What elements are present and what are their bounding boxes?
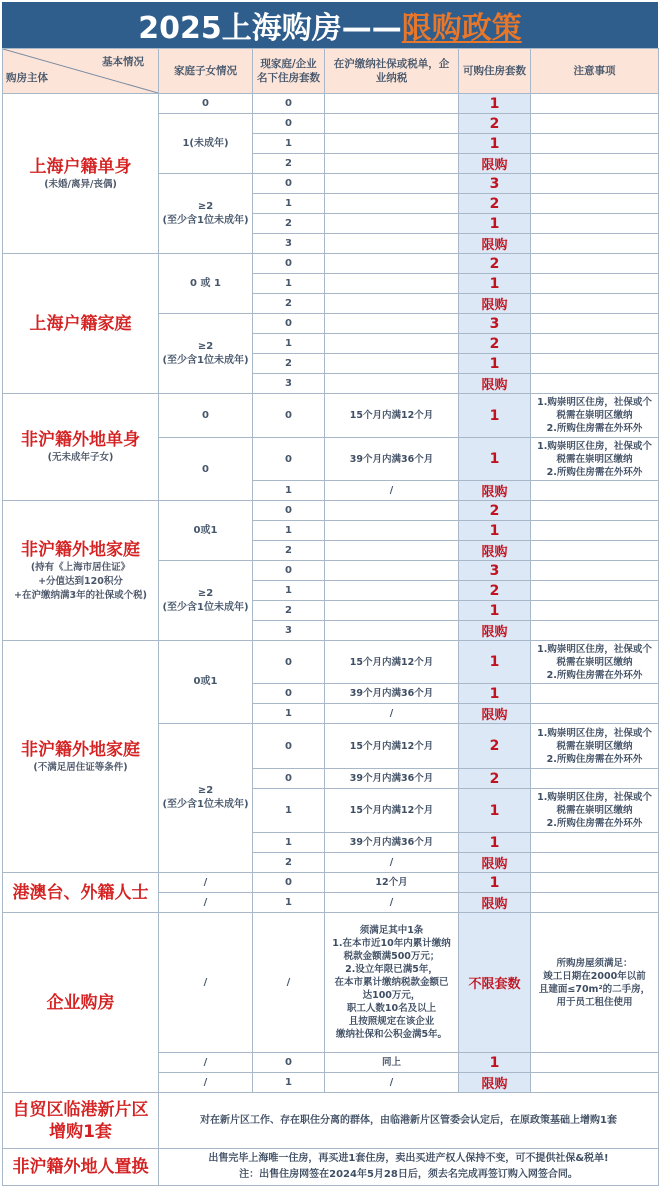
table-row <box>3 873 659 893</box>
note-line: 1.购崇明区住房，社保或个 <box>537 727 652 739</box>
houses-cell: 1 <box>253 334 325 354</box>
subject-label: 非沪籍外地家庭 <box>21 739 140 760</box>
header-houses: 现家庭/企业名下住房套数 <box>253 49 325 94</box>
children-cell: 0 <box>159 394 253 438</box>
subject-subnote: (无未成年子女) <box>47 452 114 463</box>
children-cell: / <box>159 873 253 893</box>
header-notes: 注意事项 <box>531 49 659 94</box>
houses-cell: 0 <box>253 501 325 521</box>
note-cell <box>531 354 659 374</box>
houses-cell: 0 <box>253 724 325 769</box>
allowed-cell: 限购 <box>459 853 531 873</box>
houses-cell: 1 <box>253 274 325 294</box>
table-row <box>3 394 659 438</box>
subject-label: 企业购房 <box>46 992 115 1013</box>
houses-cell: 3 <box>253 374 325 394</box>
note-cell <box>531 521 659 541</box>
allowed-cell: 1 <box>459 789 531 833</box>
allowed-cell: 1 <box>459 134 531 154</box>
note-cell <box>531 94 659 114</box>
houses-cell: 0 <box>253 174 325 194</box>
allowed-cell: 2 <box>459 254 531 274</box>
children-sublabel: (至少含1位未成年) <box>162 354 249 366</box>
note-cell <box>531 154 659 174</box>
subject-label: 非沪籍外地单身 <box>21 430 140 450</box>
note-cell <box>531 769 659 789</box>
subject-subnote: +在沪缴纳满3年的社保或个税) <box>14 589 147 601</box>
allowed-cell: 1 <box>459 214 531 234</box>
note-line: 用于员工租住使用 <box>556 996 633 1008</box>
allowed-cell: 3 <box>459 561 531 581</box>
houses-cell: 0 <box>253 394 325 438</box>
note-line: 1.购崇明区住房，社保或个 <box>537 643 652 655</box>
tax-cell: 15个月内满12个月 <box>325 641 459 684</box>
subject-subnote: (持有《上海市居住证》 <box>30 561 131 573</box>
allowed-cell: 1 <box>459 94 531 114</box>
subject-cell <box>3 394 159 501</box>
tax-cell: 15个月内满12个月 <box>325 394 459 438</box>
note-line: 税需在崇明区缴纳 <box>556 656 633 668</box>
tax-cell <box>325 334 459 354</box>
header-diagonal-cell <box>3 49 159 94</box>
tax-line: 在本市累计缴纳税款金额已 <box>334 977 449 988</box>
note-cell <box>531 684 659 704</box>
subject-subnote: (未婚/离异/丧偶) <box>44 178 117 190</box>
tax-cell: 同上 <box>325 1053 459 1073</box>
houses-cell: 0 <box>253 254 325 274</box>
houses-cell: 1 <box>253 134 325 154</box>
policy-table <box>2 48 659 1186</box>
note-cell <box>531 501 659 521</box>
tax-cell <box>325 214 459 234</box>
children-cell: 1(未成年) <box>159 114 253 174</box>
houses-cell: 3 <box>253 234 325 254</box>
allowed-cell: 1 <box>459 274 531 294</box>
tax-cell <box>325 234 459 254</box>
children-cell: / <box>159 913 253 1053</box>
note-cell <box>531 1073 659 1093</box>
note-cell <box>531 438 659 481</box>
policy-text-line: 注：出售住房网签在2024年5月28日后，须去名完成再签订购入网签合同。 <box>239 1169 578 1180</box>
tax-line: 缴纳社保和公积金满5年。 <box>335 1029 448 1040</box>
note-cell <box>531 114 659 134</box>
children-cell: 0 <box>159 438 253 501</box>
tax-line: 职工人数10名及以上 <box>346 1003 437 1014</box>
subject-label: 增购1套 <box>49 1121 112 1142</box>
houses-cell: 0 <box>253 641 325 684</box>
tax-cell: / <box>325 1073 459 1093</box>
subject-label: 港澳台、外籍人士 <box>12 882 149 903</box>
houses-cell: 2 <box>253 154 325 174</box>
tax-cell: 39个月内满36个月 <box>325 833 459 853</box>
allowed-cell: 限购 <box>459 704 531 724</box>
note-cell <box>531 789 659 833</box>
tax-cell <box>325 274 459 294</box>
note-line: 所购房屋须满足： <box>556 957 633 969</box>
tax-cell: / <box>325 704 459 724</box>
allowed-cell: 1 <box>459 873 531 893</box>
note-line: 2.所购住房需在外环外 <box>546 818 643 829</box>
note-line: 税需在崇明区缴纳 <box>556 453 633 465</box>
note-cell <box>531 481 659 501</box>
allowed-cell: 限购 <box>459 481 531 501</box>
houses-cell: 1 <box>253 789 325 833</box>
note-line: 税需在崇明区缴纳 <box>556 805 633 816</box>
tax-cell: / <box>325 853 459 873</box>
tax-cell <box>325 354 459 374</box>
table-row <box>3 1149 659 1186</box>
allowed-cell: 2 <box>459 194 531 214</box>
houses-cell: 2 <box>253 214 325 234</box>
header-buyer: 购房主体 <box>6 72 48 84</box>
children-cell: 0 或 1 <box>159 254 253 314</box>
children-label: ≥2 <box>197 200 214 212</box>
note-cell <box>531 334 659 354</box>
children-sublabel: (至少含1位未成年) <box>162 214 249 226</box>
table-row <box>3 501 659 521</box>
tax-cell: / <box>325 893 459 913</box>
tax-cell <box>325 541 459 561</box>
tax-line: 税款金额满500万元； <box>343 951 440 962</box>
houses-cell: 0 <box>253 114 325 134</box>
children-label: ≥2 <box>197 340 214 352</box>
houses-cell: 2 <box>253 853 325 873</box>
houses-cell: 1 <box>253 833 325 853</box>
houses-cell: 0 <box>253 873 325 893</box>
allowed-cell: 不限套数 <box>459 913 531 1053</box>
tax-line: 须满足其中1条 <box>359 925 424 936</box>
note-cell <box>531 394 659 438</box>
note-cell <box>531 601 659 621</box>
note-line: 税需在崇明区缴纳 <box>556 740 633 752</box>
children-cell: / <box>159 893 253 913</box>
tax-cell: 15个月内满12个月 <box>325 724 459 769</box>
tax-cell <box>325 561 459 581</box>
children-cell <box>159 314 253 394</box>
houses-cell: 2 <box>253 354 325 374</box>
allowed-cell: 限购 <box>459 154 531 174</box>
note-cell <box>531 621 659 641</box>
allowed-cell: 2 <box>459 581 531 601</box>
tax-cell: 15个月内满12个月 <box>325 789 459 833</box>
tax-cell <box>325 374 459 394</box>
note-cell <box>531 314 659 334</box>
houses-cell: 1 <box>253 194 325 214</box>
houses-cell: 1 <box>253 521 325 541</box>
allowed-cell: 限购 <box>459 374 531 394</box>
tax-cell <box>325 521 459 541</box>
houses-cell: 2 <box>253 601 325 621</box>
subject-cell <box>3 254 159 394</box>
children-cell: / <box>159 1073 253 1093</box>
note-cell <box>531 214 659 234</box>
note-cell <box>531 641 659 684</box>
houses-cell: 0 <box>253 314 325 334</box>
houses-cell: 0 <box>253 769 325 789</box>
children-cell: / <box>159 1053 253 1073</box>
header-basic-info: 基本情况 <box>102 56 144 68</box>
tax-cell: 39个月内满36个月 <box>325 438 459 481</box>
allowed-cell: 2 <box>459 769 531 789</box>
allowed-cell: 2 <box>459 114 531 134</box>
note-cell <box>531 893 659 913</box>
note-cell <box>531 913 659 1053</box>
note-cell <box>531 853 659 873</box>
tax-cell <box>325 581 459 601</box>
houses-cell: 2 <box>253 294 325 314</box>
note-line: 2.所购住房需在外环外 <box>546 753 643 765</box>
children-label: ≥2 <box>197 785 214 796</box>
houses-cell: 0 <box>253 1053 325 1073</box>
tax-line: 达100万元， <box>362 990 421 1001</box>
subject-cell <box>3 641 159 873</box>
note-line: 1.购崇明区住房，社保或个 <box>537 792 652 803</box>
children-cell <box>159 174 253 254</box>
children-cell <box>159 561 253 641</box>
page-title <box>138 3 522 47</box>
table-row <box>3 641 659 684</box>
note-cell <box>531 174 659 194</box>
tax-line: 且按照规定在该企业 <box>348 1016 435 1027</box>
houses-cell: 1 <box>253 581 325 601</box>
allowed-cell: 2 <box>459 501 531 521</box>
allowed-cell: 1 <box>459 641 531 684</box>
note-cell <box>531 833 659 853</box>
policy-text-line: 出售完毕上海唯一住房，再买进1套住房，卖出买进产权人保持不变，可不提供社保&税单! <box>208 1153 609 1164</box>
houses-cell: 0 <box>253 438 325 481</box>
note-line: 2.所购住房需在外环外 <box>546 423 643 434</box>
tax-line: 2.设立年限已满5年， <box>345 964 438 975</box>
tax-line: 1.在本市近10年内累计缴纳 <box>332 938 451 949</box>
tax-cell <box>325 601 459 621</box>
subject-label: 上海户籍家庭 <box>29 313 132 334</box>
note-cell <box>531 254 659 274</box>
subject-cell <box>3 1149 159 1186</box>
children-label: ≥2 <box>197 587 214 599</box>
tax-cell <box>325 913 459 1053</box>
note-cell <box>531 294 659 314</box>
note-cell <box>531 541 659 561</box>
allowed-cell: 1 <box>459 438 531 481</box>
note-line: 竣工日期在2000年以前 <box>543 970 646 982</box>
houses-cell: 1 <box>253 481 325 501</box>
subject-label: 非沪籍外地人置换 <box>12 1157 149 1177</box>
policy-text-cell: 对在新片区工作、存在职住分离的群体，由临港新片区管委会认定后，在原政策基础上增购1套 <box>159 1093 659 1149</box>
children-cell: 0 <box>159 94 253 114</box>
allowed-cell: 1 <box>459 833 531 853</box>
allowed-cell: 2 <box>459 334 531 354</box>
subject-label: 自贸区临港新片区 <box>12 1099 149 1120</box>
header-children: 家庭子女情况 <box>159 49 253 94</box>
note-cell <box>531 374 659 394</box>
subject-subnote: +分值达到120积分 <box>38 575 123 587</box>
allowed-cell: 限购 <box>459 893 531 913</box>
tax-cell <box>325 154 459 174</box>
allowed-cell: 限购 <box>459 1073 531 1093</box>
table-row <box>3 94 659 114</box>
title-bar <box>2 2 658 48</box>
title-highlight: 限购政策 <box>401 11 522 46</box>
houses-cell: 1 <box>253 1073 325 1093</box>
subject-cell <box>3 501 159 641</box>
children-cell <box>159 724 253 873</box>
note-cell <box>531 581 659 601</box>
houses-cell: 1 <box>253 893 325 913</box>
houses-cell: 3 <box>253 621 325 641</box>
allowed-cell: 1 <box>459 354 531 374</box>
subject-cell <box>3 1093 159 1149</box>
allowed-cell: 1 <box>459 601 531 621</box>
table-row <box>3 254 659 274</box>
children-sublabel: (至少含1位未成年) <box>162 601 249 613</box>
tax-cell <box>325 194 459 214</box>
note-line: 2.所购住房需在外环外 <box>546 669 643 681</box>
tax-cell <box>325 621 459 641</box>
houses-cell: / <box>253 913 325 1053</box>
note-cell <box>531 704 659 724</box>
note-cell <box>531 194 659 214</box>
tax-cell <box>325 94 459 114</box>
subject-cell <box>3 94 159 254</box>
houses-cell: 0 <box>253 684 325 704</box>
allowed-cell: 1 <box>459 684 531 704</box>
allowed-cell: 限购 <box>459 541 531 561</box>
note-cell <box>531 724 659 769</box>
allowed-cell: 限购 <box>459 234 531 254</box>
allowed-cell: 3 <box>459 174 531 194</box>
subject-label: 非沪籍外地家庭 <box>21 539 140 560</box>
note-cell <box>531 134 659 154</box>
allowed-cell: 1 <box>459 394 531 438</box>
header-allowed: 可购住房套数 <box>459 49 531 94</box>
subject-subnote: (不满足居住证等条件) <box>33 761 128 773</box>
tax-cell: 39个月内满36个月 <box>325 769 459 789</box>
note-line: 1.购崇明区住房，社保或个 <box>537 397 652 408</box>
note-cell <box>531 274 659 294</box>
houses-cell: 2 <box>253 541 325 561</box>
tax-cell <box>325 254 459 274</box>
tax-cell: 39个月内满36个月 <box>325 684 459 704</box>
houses-cell: 0 <box>253 94 325 114</box>
table-row <box>3 1093 659 1149</box>
table-row <box>3 913 659 1053</box>
allowed-cell: 3 <box>459 314 531 334</box>
houses-cell: 0 <box>253 561 325 581</box>
subject-label: 上海户籍单身 <box>29 156 132 177</box>
subject-cell <box>3 873 159 913</box>
children-sublabel: (至少含1位未成年) <box>162 799 249 810</box>
note-line: 2.所购住房需在外环外 <box>546 466 643 478</box>
policy-text-cell <box>159 1149 659 1186</box>
allowed-cell: 2 <box>459 724 531 769</box>
header-tax: 在沪缴纳社保或税单，企业纳税 <box>325 49 459 94</box>
tax-cell <box>325 174 459 194</box>
tax-cell: / <box>325 481 459 501</box>
tax-cell <box>325 314 459 334</box>
note-cell <box>531 561 659 581</box>
allowed-cell: 限购 <box>459 294 531 314</box>
note-cell <box>531 873 659 893</box>
note-cell <box>531 1053 659 1073</box>
title-main: 2025上海购房—— <box>138 11 402 46</box>
tax-cell <box>325 501 459 521</box>
tax-cell <box>325 294 459 314</box>
allowed-cell: 限购 <box>459 621 531 641</box>
children-cell: 0或1 <box>159 501 253 561</box>
tax-cell <box>325 134 459 154</box>
allowed-cell: 1 <box>459 1053 531 1073</box>
note-line: 税需在崇明区缴纳 <box>556 410 633 421</box>
tax-cell <box>325 114 459 134</box>
subject-cell <box>3 913 159 1093</box>
note-line: 1.购崇明区住房，社保或个 <box>537 440 652 452</box>
header-row <box>3 49 659 94</box>
note-cell <box>531 234 659 254</box>
note-line: 且建面≤70m²的二手房， <box>538 983 651 995</box>
tax-cell: 12个月 <box>325 873 459 893</box>
houses-cell: 1 <box>253 704 325 724</box>
allowed-cell: 1 <box>459 521 531 541</box>
children-cell: 0或1 <box>159 641 253 724</box>
